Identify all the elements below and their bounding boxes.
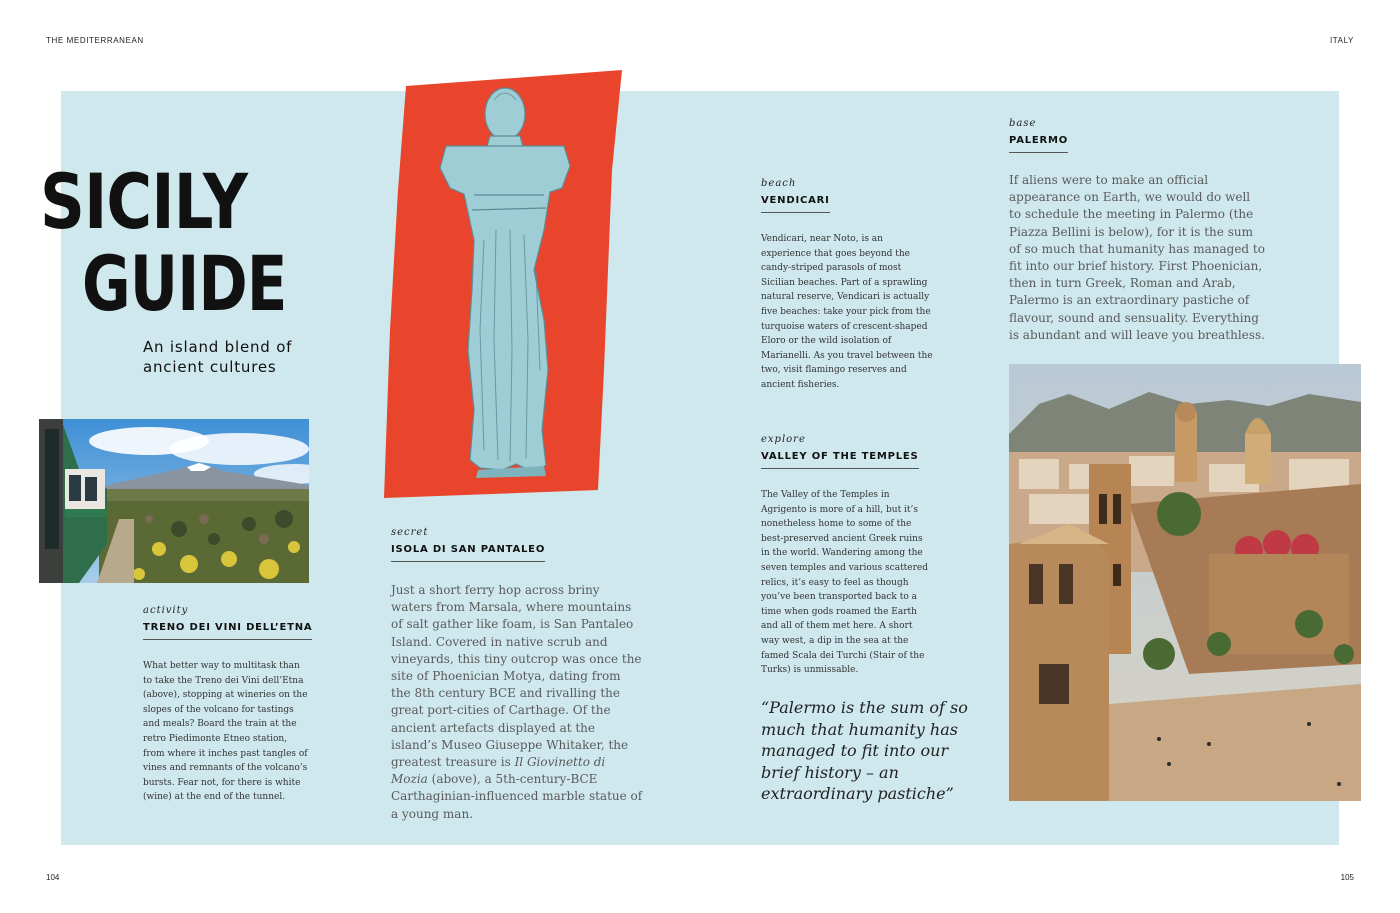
- section-heading-activity: TRENO DEI VINI DELL’ETNA: [143, 622, 312, 640]
- section-body-secret: [391, 582, 643, 823]
- section-body-activity: What better way to multitask than to take the Treno dei Vini dell’Etna (above), stopping at wineries on the slopes of the volcano for tastings and meals? Board the train at the retro Piedimonte Etneo station, from where it inches past tangles of vines and remnants of the volcano’s bursts. Fear not, for there is white (wine) at the end of the tunnel.: [143, 661, 308, 803]
- page-title-line-1: SICILY: [40, 157, 248, 246]
- section-body-secret-italic: Il Giovinetto di Mozia: [391, 755, 606, 787]
- section-category-base: base: [1009, 118, 1037, 129]
- section-category-secret: secret: [391, 527, 429, 538]
- section-body-beach: Vendicari, near Noto, is an experience that goes beyond the candy-striped parasols of most Sicilian beaches. Part of a sprawling natural reserve, Vendicari is actually five beaches: take your pick from the turquoise waters of crescent-shaped Eloro or the wild isolation of Marianelli. As you travel between the two, visit flamingo reserves and ancient fisheries.: [761, 234, 933, 390]
- section-category-explore: explore: [761, 434, 806, 445]
- section-heading-secret: ISOLA DI SAN PANTALEO: [391, 544, 545, 562]
- page-title-line-2: GUIDE: [82, 239, 287, 328]
- section-category-beach: beach: [761, 178, 797, 189]
- page-number-right: 105: [1340, 873, 1354, 882]
- section-heading-base: PALERMO: [1009, 135, 1068, 153]
- section-body-base: If aliens were to make an official appearance on Earth, we would do well to schedule the meeting in Palermo (the Piazza Bellini is below), for it is the sum of so much that humanity has managed to fit into our brief history. First Phoenician, then in turn Greek, Roman and Arab, Palermo is an extraordinary pastiche of flavour, sound and sensuality. Everything is abundant and will leave you breathless.: [1009, 173, 1265, 342]
- palermo-photo: [1009, 364, 1361, 801]
- etna-train-photo: [39, 419, 309, 583]
- running-head-right: ITALY: [1329, 36, 1354, 45]
- page-subtitle: An island blend of ancient cultures: [143, 338, 293, 376]
- section-body-secret-text: Just a short ferry hop across briny waters from Marsala, where mountains of salt gather like foam, is San Pantaleo Island. Covered in native scrub and vineyards, this tiny outcrop was once the site of Phoenician Motya, dating from the 8th century BCE and rivalling the great port-cities of Carthage. Of the ancient artefacts displayed at the island’s Museo Giuseppe Whitaker, the greatest treasure is: [391, 583, 642, 770]
- running-head-left: THE MEDITERRANEAN: [46, 36, 144, 45]
- section-body-explore: The Valley of the Temples in Agrigento is more of a hill, but it’s nonetheless home to some of the best-preserved ancient Greek ruins in the world. Wandering among the seven temples and various scattered relics, it’s easy to feel as though you’ve been transported back to a time when gods roamed the Earth and all of them met here. A short way west, a dip in the sea at the famed Scala dei Turchi (Stair of the Turks) is unmissable.: [761, 490, 929, 676]
- section-body-secret-text-end: (above), a 5th-century-BCE Carthaginian-influenced marble statue of a young man.: [391, 772, 643, 821]
- section-heading-beach: VENDICARI: [761, 195, 830, 213]
- pull-quote: “Palermo is the sum of so much that humanity has managed to fit into our brief history – an extraordinary pastiche”: [761, 698, 968, 804]
- section-heading-explore: VALLEY OF THE TEMPLES: [761, 451, 919, 469]
- section-category-activity: activity: [143, 605, 189, 616]
- statue-illustration: [384, 70, 624, 500]
- page-number-left: 104: [46, 873, 60, 882]
